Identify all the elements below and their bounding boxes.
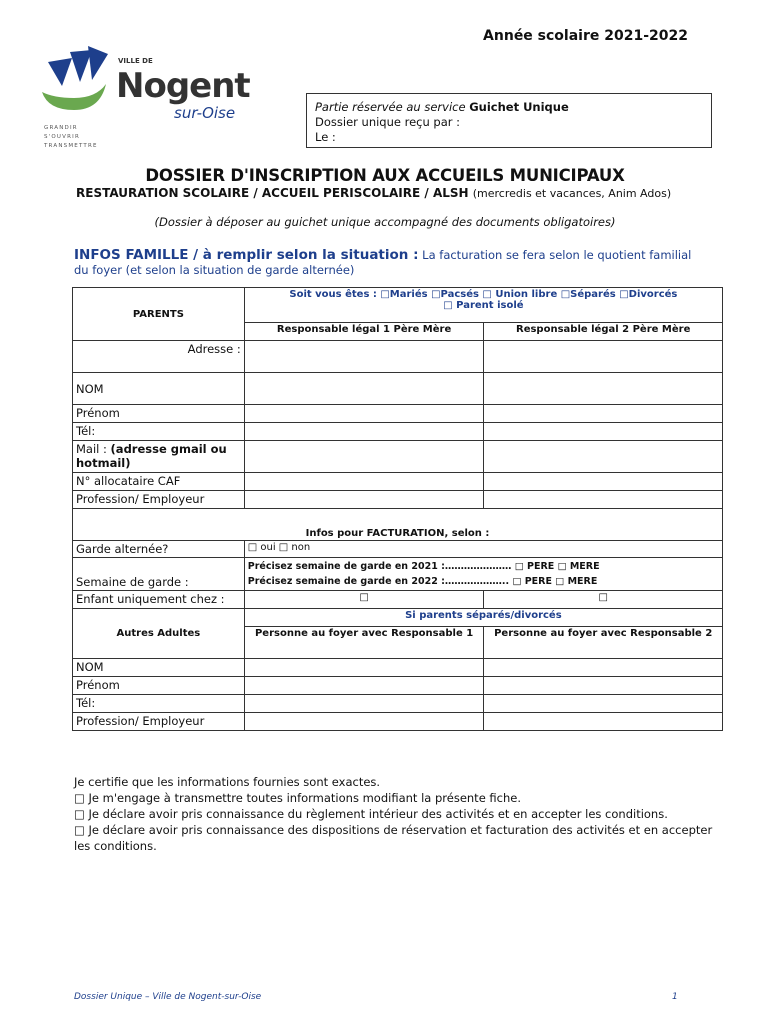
table-row <box>73 441 723 473</box>
nom-label: NOM <box>73 373 245 405</box>
enfant-chez-resp2-checkbox[interactable]: □ <box>484 591 723 609</box>
resp2-nom-field[interactable] <box>484 373 723 405</box>
enfant-chez-label: Enfant uniquement chez : <box>73 591 245 609</box>
logo-name: Nogent <box>116 66 250 106</box>
foyer2-header: Personne au foyer avec Responsable 2 <box>484 627 723 659</box>
foyer1-prenom-field[interactable] <box>244 677 484 695</box>
resp2-prenom-field[interactable] <box>484 405 723 423</box>
foyer2-tel-field[interactable] <box>484 695 723 713</box>
semaine-garde-field[interactable] <box>244 558 722 591</box>
caf-label: N° allocataire CAF <box>73 473 245 491</box>
table-row <box>73 591 723 609</box>
adulte-nom-label: NOM <box>73 659 245 677</box>
status-options[interactable] <box>244 288 722 323</box>
infos-famille-text: La facturation se fera selon le quotient familial du foyer (et selon la situation de garde alternée) <box>74 248 692 277</box>
resp1-prenom-field[interactable] <box>244 405 484 423</box>
foyer2-profession-field[interactable] <box>484 713 723 731</box>
reserved-box <box>306 93 712 148</box>
resp2-caf-field[interactable] <box>484 473 723 491</box>
table-row <box>73 713 723 731</box>
table-row <box>73 473 723 491</box>
foyer2-prenom-field[interactable] <box>484 677 723 695</box>
status-line: Soit vous êtes : □Mariés □Pacsés □ Union libre □Séparés □Divorcés <box>289 289 678 300</box>
table-row <box>73 677 723 695</box>
adulte-prenom-label: Prénom <box>73 677 245 695</box>
adulte-profession-label: Profession/ Employeur <box>73 713 245 731</box>
autres-adultes-header: Autres Adultes <box>73 609 245 659</box>
resp1-caf-field[interactable] <box>244 473 484 491</box>
resp1-nom-field[interactable] <box>244 373 484 405</box>
table-row <box>73 341 723 373</box>
facturation-header: Infos pour FACTURATION, selon : <box>73 509 723 541</box>
page-subtitle <box>76 186 671 200</box>
status-line: □ Parent isolé <box>443 300 524 311</box>
foyer1-tel-field[interactable] <box>244 695 484 713</box>
profession-label: Profession/ Employeur <box>73 491 245 509</box>
certification-block <box>74 774 714 854</box>
infos-famille <box>74 248 704 278</box>
reserved-received-by: Dossier unique reçu par : <box>315 115 461 129</box>
subtitle-normal: (mercredis et vacances, Anim Ados) <box>472 187 672 200</box>
slogan-line: S'OUVRIR <box>44 134 80 140</box>
garde-alternee-label: Garde alternée? <box>73 541 245 558</box>
table-row <box>73 659 723 677</box>
logo-ville-de: VILLE DE <box>118 57 153 65</box>
slogan-line: GRANDIR <box>44 125 78 131</box>
certify-line: Je certifie que les informations fournies sont exactes. <box>74 775 381 789</box>
subtitle-bold: RESTAURATION SCOLAIRE / ACCUEIL PERISCOLAIRE / ALSH <box>76 186 469 200</box>
precisez-2021: Précisez semaine de garde en 2021 :………………… □ PERE □ MERE <box>247 561 600 572</box>
adresse-label: Adresse : <box>73 341 245 373</box>
table-row <box>73 509 723 541</box>
resp1-mail-field[interactable] <box>244 441 484 473</box>
page-number: 1 <box>672 992 678 1002</box>
reserved-date: Le : <box>315 130 336 144</box>
page-title: DOSSIER D'INSCRIPTION AUX ACCUEILS MUNICIPAUX <box>145 166 625 185</box>
certify-checkbox-reglement[interactable]: □ Je déclare avoir pris connaissance du règlement intérieur des activités et en accepter les conditions. <box>74 807 668 821</box>
certify-checkbox-reservation[interactable]: □ Je déclare avoir pris connaissance des dispositions de réservation et facturation des activités et en accepter les conditions. <box>74 823 713 853</box>
adulte-tel-label: Tél: <box>73 695 245 713</box>
mail-label <box>73 441 245 473</box>
certify-checkbox-engage[interactable]: □ Je m'engage à transmettre toutes informations modifiant la présente fiche. <box>74 791 522 805</box>
resp1-profession-field[interactable] <box>244 491 484 509</box>
reserved-service: Guichet Unique <box>469 100 569 114</box>
mail-label-text: Mail : <box>76 442 107 456</box>
resp2-profession-field[interactable] <box>484 491 723 509</box>
resp2-tel-field[interactable] <box>484 423 723 441</box>
garde-alternee-options[interactable]: □ oui □ non <box>244 541 722 558</box>
precisez-2022: Précisez semaine de garde en 2022 :……………….. □ PERE □ MERE <box>247 576 598 587</box>
tel-label: Tél: <box>73 423 245 441</box>
family-info-table <box>72 287 723 731</box>
table-row <box>73 558 723 591</box>
table-row <box>73 695 723 713</box>
resp2-mail-field[interactable] <box>484 441 723 473</box>
deposit-note: (Dossier à déposer au guichet unique accompagné des documents obligatoires) <box>154 215 616 229</box>
infos-famille-heading: INFOS FAMILLE / à remplir selon la situation : <box>74 247 419 263</box>
parents-header: PARENTS <box>73 288 245 341</box>
foyer2-nom-field[interactable] <box>484 659 723 677</box>
table-row <box>73 373 723 405</box>
logo-slogan <box>44 124 98 151</box>
semaine-label: Semaine de garde : <box>73 558 245 591</box>
resp2-adresse-field[interactable] <box>484 341 723 373</box>
logo-mark-icon <box>42 46 108 110</box>
table-row <box>73 423 723 441</box>
school-year: Année scolaire 2021-2022 <box>483 28 688 44</box>
foyer1-profession-field[interactable] <box>244 713 484 731</box>
prenom-label: Prénom <box>73 405 245 423</box>
resp1-tel-field[interactable] <box>244 423 484 441</box>
enfant-chez-resp1-checkbox[interactable]: □ <box>244 591 484 609</box>
foyer1-nom-field[interactable] <box>244 659 484 677</box>
resp1-header: Responsable légal 1 Père Mère <box>244 323 484 341</box>
table-row <box>73 405 723 423</box>
resp1-adresse-field[interactable] <box>244 341 484 373</box>
resp2-header: Responsable légal 2 Père Mère <box>484 323 723 341</box>
table-row <box>73 491 723 509</box>
table-row <box>73 288 723 323</box>
slogan-line: TRANSMETTRE <box>44 143 98 149</box>
table-row <box>73 541 723 558</box>
footer-text: Dossier Unique – Ville de Nogent-sur-Oise <box>74 992 262 1002</box>
si-parents-header: Si parents séparés/divorcés <box>244 609 722 627</box>
foyer1-header: Personne au foyer avec Responsable 1 <box>244 627 484 659</box>
reserved-label: Partie réservée au service <box>315 100 466 114</box>
logo-sub: sur-Oise <box>174 104 236 122</box>
mail-label-hint: (adresse gmail ou hotmail) <box>76 442 227 470</box>
table-row <box>73 609 723 627</box>
